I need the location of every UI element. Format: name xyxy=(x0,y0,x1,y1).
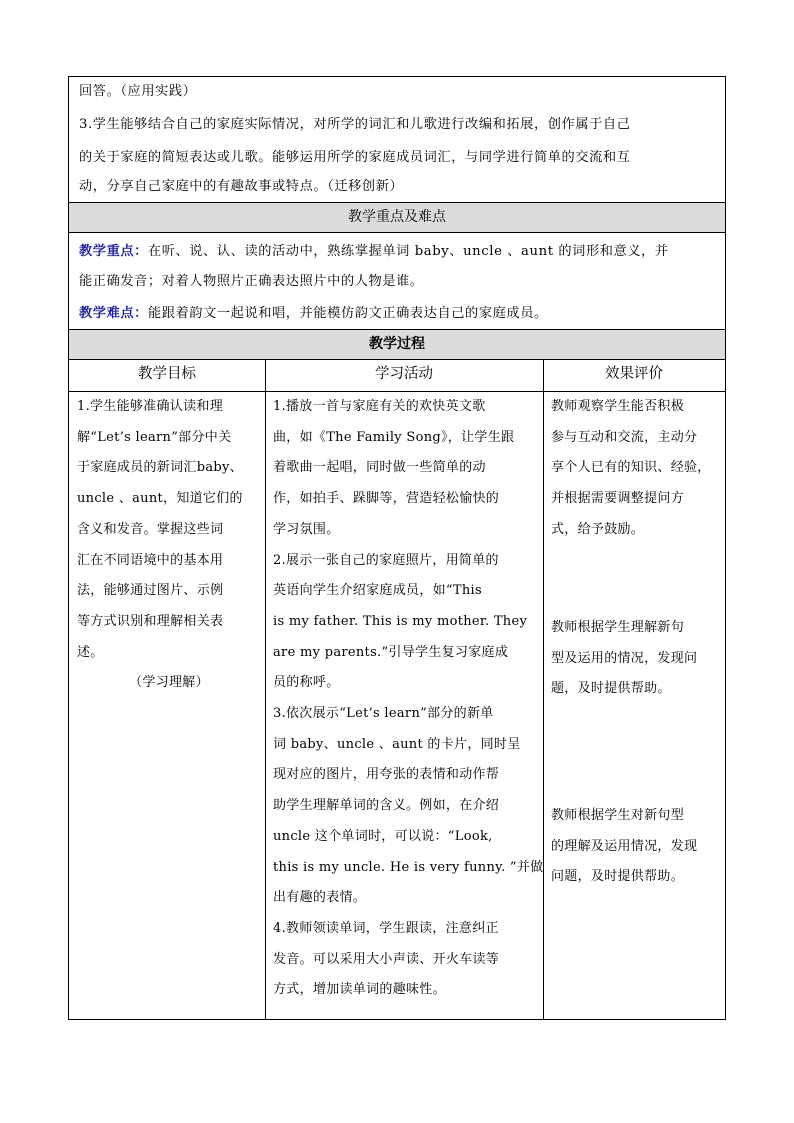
evaluation-line: 型及运用的情况，发现问 xyxy=(551,650,698,666)
evaluation-line: 题，及时提供帮助。 xyxy=(551,681,671,697)
objective-text-line: 动，分享自己家庭中的有趣故事或特点。（迁移创新） xyxy=(79,179,404,194)
evaluation-line: 并根据需要调整提问方 xyxy=(551,491,685,507)
goal-line: 于家庭成员的新词汇baby、 xyxy=(77,460,243,476)
activity-line: 发音。可以采用大小声读、开火车读等 xyxy=(273,951,500,967)
goal-line: 解“Let’s learn”部分中关 xyxy=(77,429,232,445)
goal-line: 法，能够通过图片、示例 xyxy=(77,583,224,599)
key-point-label: 教学重点： xyxy=(79,244,148,259)
evaluation-line: 教师观察学生能否积极 xyxy=(551,399,685,414)
activity-line: 1.播放一首与家庭有关的欢快英文歌 xyxy=(273,399,486,414)
activity-line: uncle 这个单词时，可以说：“Look, xyxy=(273,828,493,844)
activity-line: 方式，增加读单词的趣味性。 xyxy=(273,982,446,998)
column-header-evaluation: 效果评价 xyxy=(543,359,725,392)
activity-line: are my parents.”引导学生复习家庭成 xyxy=(273,644,509,660)
section-header-process: 教学过程 xyxy=(69,329,725,360)
activity-line: 现对应的图片，用夸张的表情和动作帮 xyxy=(273,767,500,783)
goal-line: 1.学生能够准确认读和理 xyxy=(77,399,224,414)
difficulty-line xyxy=(79,303,548,324)
evaluation-column xyxy=(551,392,723,546)
goal-category-tag: （学习理解） xyxy=(129,675,209,691)
column-divider xyxy=(265,359,266,1019)
goal-column xyxy=(77,392,261,699)
activity-line: 着歌曲一起唱，同时做一些简单的动 xyxy=(273,460,486,476)
goal-line: 述。 xyxy=(77,644,104,660)
column-header-activity: 学习活动 xyxy=(265,359,543,392)
activity-line: 4.教师领读单词，学生跟读，注意纠正 xyxy=(273,920,499,936)
objective-text-line: 3.学生能够结合自己的家庭实际情况，对所学的词汇和儿歌进行改编和拓展，创作属于自己 xyxy=(79,117,631,132)
activity-line: 2.展示一张自己的家庭照片，用简单的 xyxy=(273,552,499,568)
evaluation-column xyxy=(551,801,723,893)
activity-line: 3.依次展示“Let’s learn”部分的新单 xyxy=(273,706,494,722)
key-point-text: 在听、说、认、读的活动中，熟练掌握单词 baby、uncle 、aunt 的词形和意义，并 xyxy=(147,244,669,259)
goal-line: 等方式识别和理解相关表 xyxy=(77,613,224,629)
key-point-line: 能正确发音；对着人物照片正确表达照片中的人物是谁。 xyxy=(79,274,424,289)
key-point-line xyxy=(79,241,669,262)
difficulty-label: 教学难点： xyxy=(79,306,148,321)
evaluation-line: 教师根据学生理解新句 xyxy=(551,620,685,635)
evaluation-line: 式，给予鼓励。 xyxy=(551,521,645,537)
column-header-goal: 教学目标 xyxy=(69,359,265,392)
activity-line: 出有趣的表情。 xyxy=(273,890,367,906)
activity-line: 曲，如《The Family Song》，让学生跟 xyxy=(273,429,515,445)
activity-line: 作，如拍手、跺脚等，营造轻松愉快的 xyxy=(273,491,500,507)
activity-line: this is my uncle. He is very funny. ”并做 xyxy=(273,859,544,875)
activity-line: 员的称呼。 xyxy=(273,675,340,691)
goal-line: uncle 、aunt，知道它们的 xyxy=(77,491,243,507)
difficulty-text: 能跟着韵文一起说和唱，并能模仿韵文正确表达自己的家庭成员。 xyxy=(147,306,548,321)
evaluation-column xyxy=(551,613,723,705)
goal-line: 含义和发音。掌握这些词 xyxy=(77,521,224,537)
activity-line: 词 baby、uncle 、aunt 的卡片，同时呈 xyxy=(273,736,521,752)
activity-line: 学习氛围。 xyxy=(273,521,340,537)
section-header-key-points: 教学重点及难点 xyxy=(69,202,725,233)
activity-line: 英语向学生介绍家庭成员，如“This xyxy=(273,583,482,599)
evaluation-line: 问题，及时提供帮助。 xyxy=(551,869,685,885)
activity-line: 助学生理解单词的含义。例如，在介绍 xyxy=(273,798,500,814)
evaluation-line: 的理解及运用情况，发现 xyxy=(551,838,698,854)
lesson-plan-table xyxy=(68,76,726,1020)
activity-column xyxy=(273,392,544,1006)
evaluation-line: 享个人已有的知识、经验， xyxy=(551,460,711,476)
activity-line: is my father. This is my mother. They xyxy=(273,613,528,629)
objective-text-line: 回答。（应用实践） xyxy=(79,84,197,99)
column-divider xyxy=(543,359,544,1019)
evaluation-line: 参与互动和交流，主动分 xyxy=(551,429,698,445)
objective-text-line: 的关于家庭的简短表达或儿歌。能够运用所学的家庭成员词汇，与同学进行简单的交流和互 xyxy=(79,150,631,165)
evaluation-line: 教师根据学生对新句型 xyxy=(551,808,685,823)
goal-line: 汇在不同语境中的基本用 xyxy=(77,552,224,568)
